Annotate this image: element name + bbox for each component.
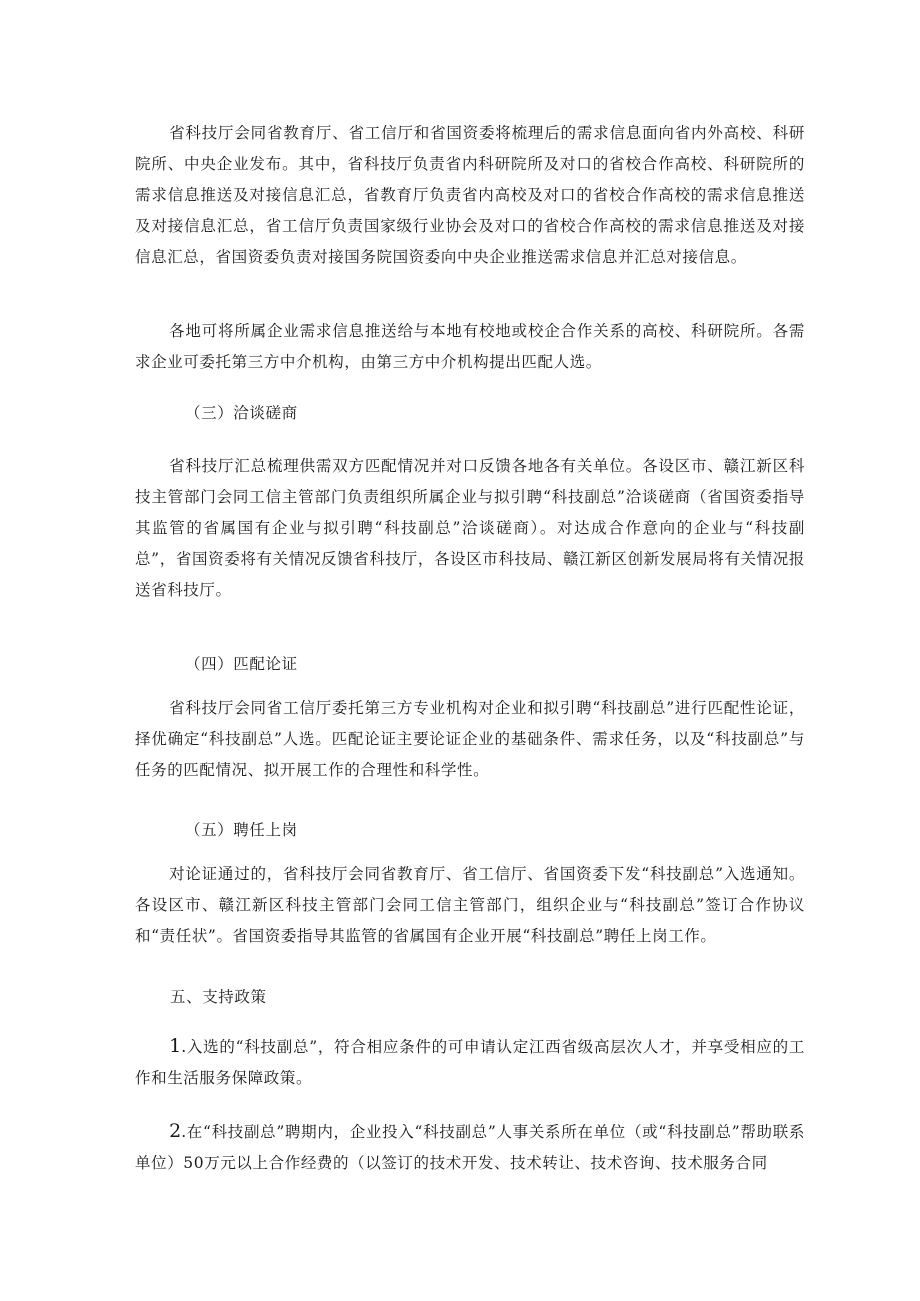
policy-text-1: .入选的“科技副总”，符合相应条件的可申请认定江西省级高层次人才，并享受相应的工作和生活服务保障政策。	[135, 1038, 805, 1087]
paragraph-matching: 省科技厅会同省工信厅委托第三方专业机构对企业和拟引聘“科技副总”进行匹配性论证，择优确定“科技副总”人选。匹配论证主要论证企业的基础条件、需求任务，以及“科技副总”与任务的匹配情况、拟开展工作的合理性和科学性。	[135, 699, 805, 779]
heading-support-policy: 五、支持政策	[170, 988, 267, 1006]
paragraph-local-push: 各地可将所属企业需求信息推送给与本地有校地或校企合作关系的高校、科研院所。各需求企业可委托第三方中介机构，由第三方中介机构提出匹配人选。	[135, 322, 805, 371]
policy-number-2: 2	[169, 1120, 182, 1142]
paragraph-negotiation: 省科技厅汇总梳理供需双方匹配情况并对口反馈各地各有关单位。各设区市、赣江新区科技主管部门会同工信主管部门负责组织所属企业与拟引聘“科技副总”洽谈磋商（省国资委指导其监管的省属国有企业与拟引聘“科技副总”洽谈磋商）。对达成合作意向的企业与“科技副总”，省国资委将有关情况反馈省科技厅，各设区市科技局、赣江新区创新发展局将有关情况报送省科技厅。	[135, 457, 805, 599]
heading-negotiation: （三）洽谈磋商	[185, 404, 298, 422]
heading-appointment: （五）聘任上岗	[185, 821, 298, 839]
paragraph-appointment: 对论证通过的，省科技厅会同省教育厅、省工信厅、省国资委下发“科技副总”入选通知。各设区市、赣江新区科技主管部门会同工信主管部门，组织企业与“科技副总”签订合作协议和“责任状”。省国资委指导其监管的省属国有企业开展“科技副总”聘任上岗工作。	[135, 865, 805, 945]
paragraph-policy-1	[135, 1031, 805, 1094]
heading-matching: （四）匹配论证	[185, 655, 298, 673]
policy-text-2: .在“科技副总”聘期内，企业投入“科技副总”人事关系所在单位（或“科技副总”帮助联系单位）50万元以上合作经费的（以签订的技术开发、技术转让、技术咨询、技术服务合同	[135, 1123, 805, 1172]
paragraph-demand-release: 省科技厅会同省教育厅、省工信厅和省国资委将梳理后的需求信息面向省内外高校、科研院所、中央企业发布。其中，省科技厅负责省内科研院所及对口的省校合作高校、科研院所的需求信息推送及对接信息汇总，省教育厅负责省内高校及对口的省校合作高校的需求信息推送及对接信息汇总，省工信厅负责国家级行业协会及对口的省校合作高校的需求信息推送及对接信息汇总，省国资委负责对接国务院国资委向中央企业推送需求信息并汇总对接信息。	[135, 124, 805, 266]
paragraph-policy-2	[135, 1116, 805, 1179]
policy-number-1: 1	[169, 1035, 182, 1057]
